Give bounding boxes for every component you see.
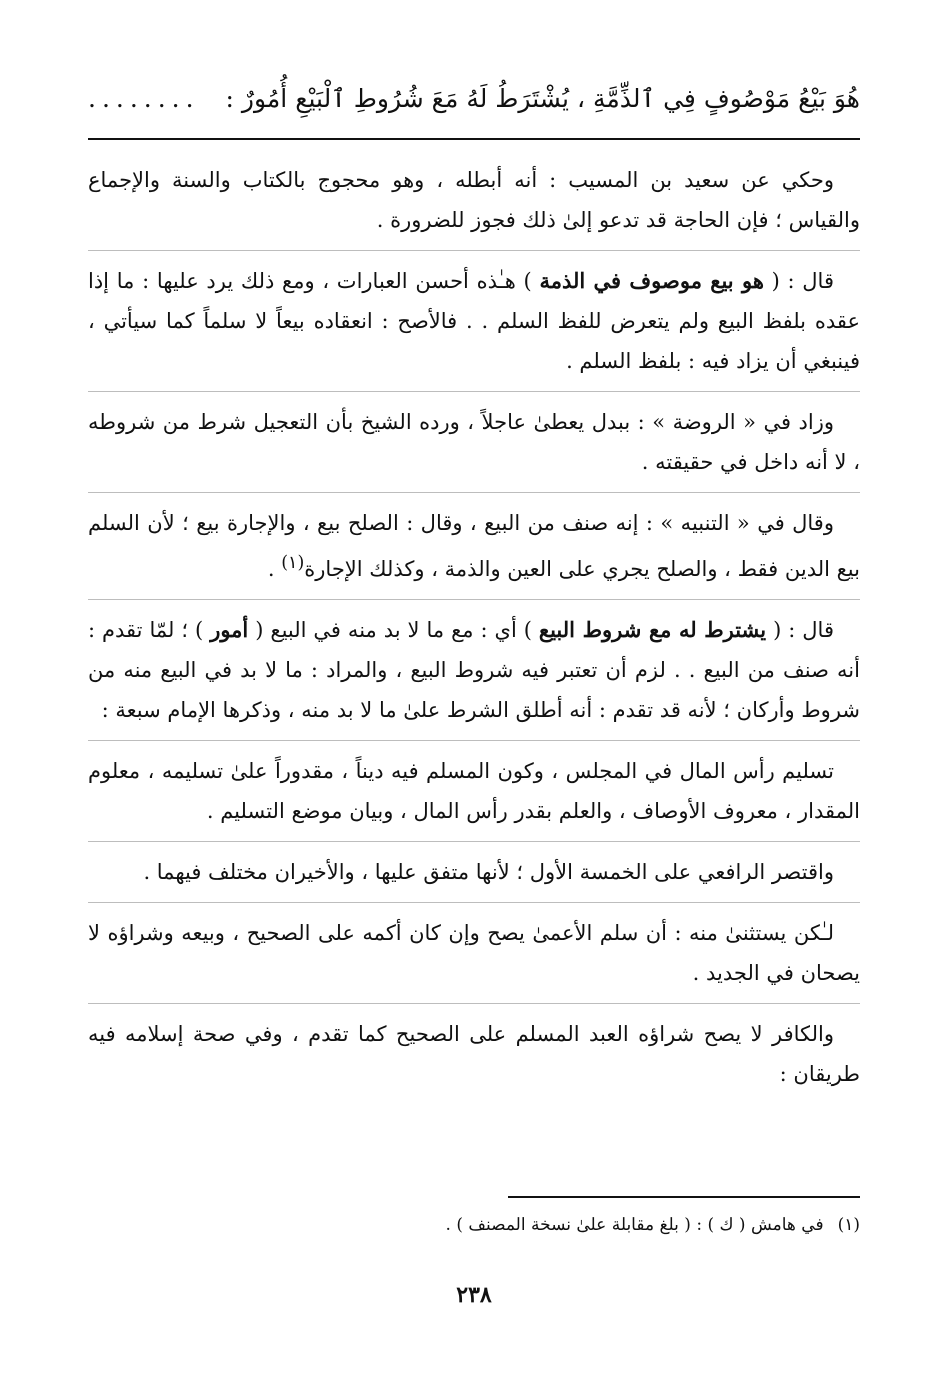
running-head-title: هُوَ بَيْعُ مَوْصُوفٍ فِي ٱلذِّمَّةِ ، يُشْتَرَطُ لَهُ مَعَ شُرُوطِ ٱلْبَيْعِ أُمُورٌ : (225, 84, 860, 113)
paragraph-1: وحكي عن سعيد بن المسيب : أنه أبطله ، وهو محجوج بالكتاب والسنة والإجماع والقياس ؛ فإن الحاجة قد تدعو إلىٰ ذلك فجوز للضرورة . (88, 168, 860, 232)
book-page (88, 60, 860, 1350)
paragraph-5 (88, 610, 860, 730)
footnote-number: (١) (837, 1215, 860, 1235)
footnote (88, 1210, 860, 1240)
paragraph-separator (88, 902, 860, 903)
paragraph-2 (88, 261, 860, 381)
paragraph-separator (88, 391, 860, 392)
paragraph-4-end: . (267, 557, 282, 581)
paragraph-5-rest: ) ؛ لمّا تقدم : أنه صنف من البيع . . لزم أن تعتبر فيه شروط البيع ، والمراد : ما لا بد في البيع منه من شروط وأركان ؛ لأنه قد تقدم : أنه أطلق الشرط علىٰ ما لا بد منه ، وذكرها الإمام سبعة : (88, 618, 860, 722)
paragraph-separator (88, 841, 860, 842)
paragraph-3: وزاد في « الروضة » : ببدل يعطىٰ عاجلاً ، ورده الشيخ بأن التعجيل شرط من شروطه ، لا أنه داخل في حقيقته . (88, 410, 860, 474)
header-rule (88, 138, 860, 140)
paragraph-4 (88, 503, 860, 589)
paragraph-5-mid: ) أي : مع ما لا بد منه في البيع ( (255, 618, 532, 642)
paragraph-2-quote: هو بيع موصوف في الذمة (539, 268, 764, 293)
paragraph-4-text: وقال في « التنبيه » : إنه صنف من البيع ، وقال : الصلح بيع ، والإجارة بيع ؛ لأن السلم بيع الدين فقط ، والصلح يجري على العين والذمة ، وكذلك الإجارة (88, 511, 860, 581)
body-text (88, 160, 860, 1104)
paragraph-5-intro: قال : ( (773, 618, 834, 642)
paragraph-2-rest: ) هـٰذه أحسن العبارات ، ومع ذلك يرد عليها : ما إذا عقده بلفظ البيع ولم يتعرض للفظ السلم . . فالأصح : انعقاده بيعاً لا سلماً كما سيأتي ، فينبغي أن يزاد فيه : بلفظ السلم . (88, 269, 860, 373)
paragraph-5-quote-1: يشترط له مع شروط البيع (538, 617, 767, 642)
paragraph-separator (88, 740, 860, 741)
paragraph-separator (88, 599, 860, 600)
paragraph-separator (88, 1003, 860, 1004)
running-head-dots: ........ (88, 84, 200, 113)
paragraph-8: لـٰكن يستثنىٰ منه : أن سلم الأعمىٰ يصح وإن كان أكمه على الصحيح ، وبيعه وشراؤه لا يصحان في الجديد . (88, 921, 860, 985)
paragraph-7: واقتصر الرافعي على الخمسة الأول ؛ لأنها متفق عليها ، والأخيران مختلف فيهما . (143, 860, 834, 884)
paragraph-separator (88, 250, 860, 251)
running-head (88, 72, 860, 126)
page-number: ٢٣٨ (456, 1282, 492, 1308)
paragraph-5-quote-2: أمور (210, 617, 249, 642)
paragraph-separator (88, 492, 860, 493)
footnote-reference: (١) (281, 553, 305, 573)
footnote-rule (508, 1196, 860, 1198)
paragraph-2-intro: قال : ( (771, 269, 834, 293)
paragraph-6: تسليم رأس المال في المجلس ، وكون المسلم فيه ديناً ، مقدوراً علىٰ تسليمه ، معلوم المقدار ، معروف الأوصاف ، والعلم بقدر رأس المال ، وبيان موضع التسليم . (88, 759, 860, 823)
paragraph-9: والكافر لا يصح شراؤه العبد المسلم على الصحيح كما تقدم ، وفي صحة إسلامه فيه طريقان : (88, 1022, 860, 1086)
footnote-text: في هامش ( ك ) : ( بلغ مقابلة علىٰ نسخة المصنف ) . (445, 1215, 824, 1235)
